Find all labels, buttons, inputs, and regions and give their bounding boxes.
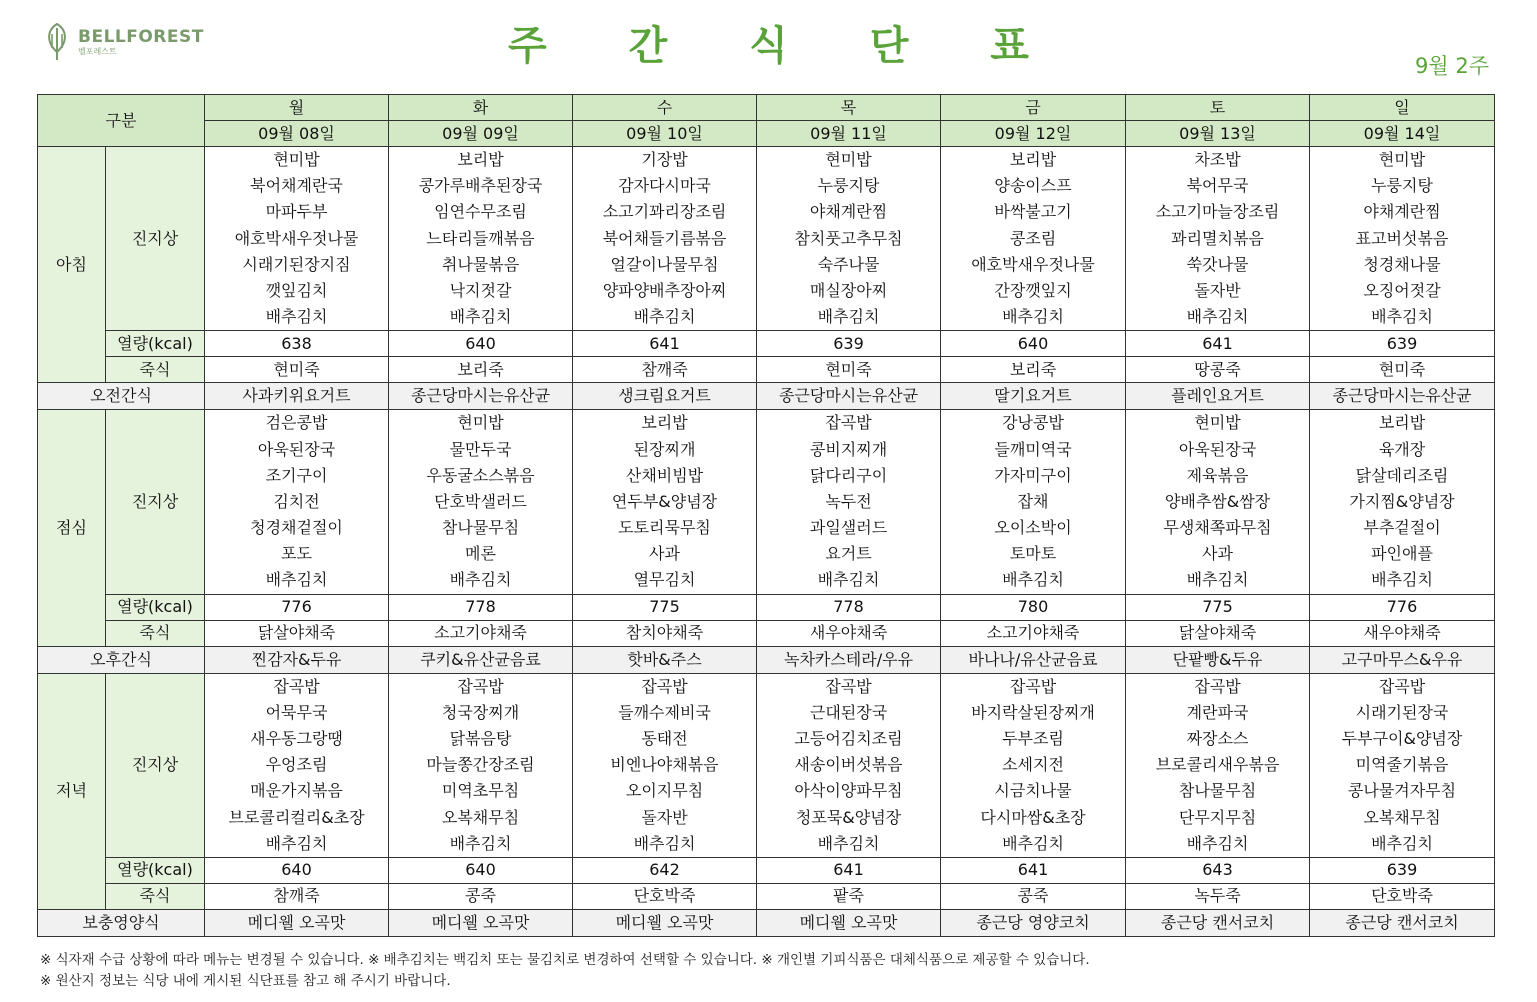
dish-item: 잡곡밥 (457, 676, 504, 696)
dish-item: 들깨수제비국 (618, 702, 711, 722)
supplement-row-item: 메디웰 오곡맛 (205, 909, 389, 936)
afternoon-snack-row-item: 녹차카스테라/우유 (757, 646, 941, 673)
dish-item: 표고버섯볶음 (1355, 228, 1449, 248)
dish-item: 콩비지찌개 (809, 439, 888, 459)
dish-item: 배추김치 (449, 833, 512, 853)
afternoon-snack-row-item: 바나나/유산균음료 (941, 646, 1126, 673)
kcal-value: 643 (1126, 857, 1310, 883)
dish-item: 애호박새우젓나물 (971, 254, 1095, 274)
kcal-label: 열량(kcal) (106, 594, 205, 620)
day-dish-list (941, 673, 1126, 857)
dish-item: 닭볶음탕 (449, 729, 512, 748)
dish-item: 꽈리멸치볶음 (1171, 228, 1264, 248)
kcal-value: 642 (573, 857, 757, 883)
morning-snack-row-item: 사과키위요거트 (205, 383, 389, 410)
dish-item: 가지찜&양념장 (1349, 491, 1455, 511)
day-dish-list (757, 147, 941, 331)
dish-item: 짜장소스 (1186, 729, 1249, 748)
dish-item: 야채계란찜 (809, 202, 888, 222)
dish-item: 닭다리구이 (809, 465, 888, 485)
dish-item: 콩조림 (1009, 228, 1057, 248)
dish-item: 콩가루배추된장국 (418, 176, 543, 196)
porridge-row (38, 357, 1495, 383)
dish-item: 배추김치 (1371, 307, 1433, 327)
morning-snack-row-item: 종근당마시는유산균 (1310, 383, 1495, 410)
kcal-value: 639 (757, 331, 941, 357)
dish-item: 배추김치 (1186, 833, 1249, 853)
afternoon-snack-row-item: 쿠키&유산균음료 (389, 646, 573, 673)
dish-item: 무생채쪽파무침 (1163, 518, 1272, 538)
day-dish-list (757, 673, 941, 857)
dish-item: 미역줄기볶음 (1355, 755, 1449, 775)
day-dish-list (1126, 410, 1310, 594)
porridge-label: 죽식 (106, 883, 205, 909)
kcal-value: 640 (941, 331, 1126, 357)
dish-item: 깻잎김치 (265, 280, 328, 300)
day-dish-list (389, 147, 573, 331)
porridge-item: 콩죽 (941, 883, 1126, 909)
porridge-item: 참깨죽 (205, 883, 389, 909)
dish-item: 부추겉절이 (1363, 518, 1441, 538)
dish-item: 제육볶음 (1186, 465, 1249, 485)
dish-item: 청경채나물 (1363, 254, 1441, 274)
brand-name: BELLFOREST (78, 26, 204, 47)
dish-item: 연두부&양념장 (611, 491, 718, 511)
dish-item: 돌자반 (641, 807, 688, 827)
dish-item: 배추김치 (1371, 833, 1433, 853)
afternoon-snack-row-label: 오후간식 (38, 646, 205, 673)
day-dish-list (389, 673, 573, 857)
header-day-row (38, 95, 1495, 121)
dish-item: 배추김치 (449, 307, 512, 327)
dish-item: 현미밥 (457, 413, 504, 433)
day-dish-list (573, 410, 757, 594)
porridge-item: 새우야채죽 (1310, 620, 1495, 646)
dish-item: 단호박샐러드 (434, 491, 527, 511)
porridge-item: 닭살야채죽 (1126, 620, 1310, 646)
date-header: 09월 12일 (941, 121, 1126, 147)
kcal-row (38, 857, 1495, 883)
supplement-row (38, 909, 1495, 936)
dish-item: 시래기된장국 (1355, 702, 1449, 722)
dish-item: 조기구이 (265, 465, 328, 485)
dish-item: 시래기된장지짐 (242, 254, 351, 274)
dish-item: 애호박새우젓나물 (234, 228, 359, 248)
dish-item: 청경채겉절이 (250, 518, 343, 538)
dish-item: 육개장 (1378, 439, 1426, 459)
dish-item: 돌자반 (1194, 280, 1241, 300)
date-header: 09월 09일 (389, 121, 573, 147)
dish-item: 차조밥 (1194, 150, 1241, 169)
supplement-row-label: 보충영양식 (38, 909, 205, 936)
dish-item: 과일샐러드 (809, 518, 888, 538)
dish-item: 배추김치 (1002, 307, 1064, 327)
dish-item: 배추김치 (265, 307, 328, 327)
dish-item: 사과 (649, 544, 680, 564)
dish-item: 파인애플 (1371, 544, 1433, 564)
supplement-row-item: 종근당 영양코치 (941, 909, 1126, 936)
dish-item: 바싹불고기 (994, 202, 1072, 222)
dish-item: 검은콩밥 (265, 413, 328, 433)
dish-item: 야채계란찜 (1363, 202, 1441, 222)
dish-item: 바지락살된장찌개 (971, 702, 1095, 722)
day-dish-list (205, 147, 389, 331)
main-label: 진지상 (106, 673, 205, 857)
dish-item: 잡곡밥 (641, 676, 688, 696)
morning-snack-row-item: 플레인요거트 (1126, 383, 1310, 410)
dish-item: 녹두전 (825, 491, 872, 511)
kcal-value: 640 (389, 857, 573, 883)
dish-item: 소고기꽈리장조림 (602, 202, 727, 222)
dish-item: 기장밥 (641, 150, 688, 169)
dish-item: 감자다시마국 (618, 176, 711, 196)
dish-item: 소고기마늘장조림 (1155, 202, 1280, 222)
kcal-value: 780 (941, 594, 1126, 620)
porridge-item: 단호박죽 (573, 883, 757, 909)
dish-item: 쑥갓나물 (1186, 254, 1249, 274)
dish-item: 청포묵&양념장 (795, 807, 902, 827)
porridge-item: 보리죽 (941, 357, 1126, 383)
main-label: 진지상 (106, 410, 205, 594)
afternoon-snack-row-item: 찐감자&두유 (205, 646, 389, 673)
kcal-value: 641 (1126, 331, 1310, 357)
dish-item: 오이소박이 (994, 518, 1072, 538)
porridge-item: 새우야채죽 (757, 620, 941, 646)
dish-item: 도토리묵무침 (618, 518, 711, 538)
kcal-value: 778 (389, 594, 573, 620)
dish-item: 닭살데리조림 (1355, 465, 1449, 485)
dish-item: 포도 (281, 544, 312, 564)
porridge-item: 땅콩죽 (1126, 357, 1310, 383)
dish-item: 잡곡밥 (1378, 676, 1426, 696)
dish-item: 보리밥 (457, 150, 504, 169)
porridge-item: 현미죽 (1310, 357, 1495, 383)
dish-item: 잡곡밥 (1194, 676, 1241, 696)
dish-item: 간장깻잎지 (994, 280, 1072, 300)
dish-item: 잡곡밥 (273, 676, 320, 696)
dish-item: 청국장찌개 (441, 702, 520, 722)
dish-item: 어묵무국 (265, 702, 328, 722)
day-dish-list (941, 147, 1126, 331)
dish-row (38, 673, 1495, 857)
dish-item: 현미밥 (1194, 413, 1241, 433)
porridge-item: 현미죽 (205, 357, 389, 383)
dish-item: 누룽지탕 (1371, 176, 1433, 196)
dish-row (38, 147, 1495, 331)
dish-item: 북어채들기름볶음 (602, 228, 727, 248)
day-header: 화 (389, 95, 573, 121)
morning-snack-row (38, 383, 1495, 410)
dish-item: 배추김치 (449, 570, 512, 590)
day-dish-list (1310, 410, 1495, 594)
day-header: 수 (573, 95, 757, 121)
porridge-item: 현미죽 (757, 357, 941, 383)
meal-label: 저녁 (38, 673, 106, 909)
dish-item: 두부구이&양념장 (1341, 729, 1463, 748)
afternoon-snack-row-item: 단팥빵&두유 (1126, 646, 1310, 673)
dish-item: 오복채무침 (441, 807, 520, 827)
kcal-label: 열량(kcal) (106, 857, 205, 883)
kcal-value: 639 (1310, 857, 1495, 883)
dish-item: 고등어김치조림 (794, 729, 903, 748)
supplement-row-item: 종근당 캔서코치 (1310, 909, 1495, 936)
header-date-row (38, 121, 1495, 147)
kcal-value: 775 (573, 594, 757, 620)
morning-snack-row-item: 종근당마시는유산균 (389, 383, 573, 410)
dish-item: 사과 (1202, 544, 1233, 564)
kcal-value: 776 (205, 594, 389, 620)
dish-item: 양송이스프 (994, 176, 1072, 196)
porridge-item: 소고기야채죽 (941, 620, 1126, 646)
day-header: 금 (941, 95, 1126, 121)
dish-item: 된장찌개 (633, 439, 696, 459)
dish-item: 마늘쫑간장조림 (426, 755, 535, 775)
morning-snack-row-label: 오전간식 (38, 383, 205, 410)
dish-item: 강낭콩밥 (1002, 413, 1064, 433)
day-dish-list (205, 410, 389, 594)
dish-item: 우엉조림 (265, 755, 328, 775)
day-dish-list (573, 673, 757, 857)
dish-item: 참나물무침 (1178, 781, 1257, 801)
dish-item: 열무김치 (633, 570, 696, 590)
day-header: 일 (1310, 95, 1495, 121)
dish-item: 북어채계란국 (250, 176, 343, 196)
day-dish-list (941, 410, 1126, 594)
brand-subname: 벨포레스트 (78, 46, 117, 56)
dish-item: 배추김치 (1002, 570, 1064, 590)
dish-item: 잡곡밥 (825, 413, 872, 433)
dish-item: 현미밥 (1378, 150, 1426, 169)
dish-item: 아욱된장국 (257, 439, 336, 459)
porridge-item: 참치야채죽 (573, 620, 757, 646)
dish-item: 취나물볶음 (441, 254, 520, 274)
dish-item: 임연수무조림 (434, 202, 527, 222)
dish-item: 아욱된장국 (1178, 439, 1257, 459)
dish-item: 브로콜리새우볶음 (1155, 755, 1280, 775)
afternoon-snack-row (38, 646, 1495, 673)
dish-item: 보리밥 (641, 413, 688, 433)
day-dish-list (389, 410, 573, 594)
dish-item: 얼갈이나물무침 (610, 254, 719, 274)
dish-item: 비엔나야채볶음 (610, 755, 719, 775)
dish-item: 현미밥 (825, 150, 872, 169)
date-header: 09월 10일 (573, 121, 757, 147)
dish-item: 마파두부 (265, 202, 328, 222)
porridge-item: 팥죽 (757, 883, 941, 909)
dish-item: 매실장아찌 (809, 280, 888, 300)
morning-snack-row-item: 딸기요거트 (941, 383, 1126, 410)
porridge-label: 죽식 (106, 620, 205, 646)
porridge-item: 소고기야채죽 (389, 620, 573, 646)
porridge-row (38, 620, 1495, 646)
day-dish-list (1126, 673, 1310, 857)
day-dish-list (1126, 147, 1310, 331)
dish-item: 미역초무침 (441, 781, 520, 801)
dish-item: 두부조림 (1002, 729, 1064, 748)
meal-label: 아침 (38, 147, 106, 383)
dish-item: 느타리들깨볶음 (426, 228, 535, 248)
supplement-row-item: 메디웰 오곡맛 (389, 909, 573, 936)
kcal-value: 639 (1310, 331, 1495, 357)
supplement-row-item: 메디웰 오곡맛 (757, 909, 941, 936)
day-header: 목 (757, 95, 941, 121)
dish-item: 동태전 (641, 729, 688, 748)
dish-item: 계란파국 (1186, 702, 1249, 722)
dish-item: 다시마쌈&초장 (980, 807, 1086, 827)
dish-item: 잡채 (1017, 491, 1049, 511)
dish-item: 배추김치 (265, 833, 328, 853)
porridge-item: 참깨죽 (573, 357, 757, 383)
day-header: 토 (1126, 95, 1310, 121)
dish-item: 배추김치 (1002, 833, 1064, 853)
footer-notes (40, 950, 1090, 992)
kcal-value: 775 (1126, 594, 1310, 620)
dish-item: 배추김치 (265, 570, 328, 590)
dish-item: 배추김치 (1371, 570, 1433, 590)
dish-item: 배추김치 (633, 307, 696, 327)
dish-item: 김치전 (273, 491, 320, 511)
porridge-item: 보리죽 (389, 357, 573, 383)
porridge-label: 죽식 (106, 357, 205, 383)
dish-item: 오징어젓갈 (1363, 280, 1441, 300)
dish-item: 브로콜리컬리&초장 (228, 807, 365, 827)
porridge-item: 닭살야채죽 (205, 620, 389, 646)
porridge-item: 콩죽 (389, 883, 573, 909)
kcal-value: 641 (941, 857, 1126, 883)
footer-note: ※ 식자재 수급 상황에 따라 메뉴는 변경될 수 있습니다. ※ 배추김치는 백김치 또는 물김치로 변경하여 선택할 수 있습니다. ※ 개인별 기피식품은 대체식품으로 제공할 수 있습니다. (40, 952, 1090, 968)
dish-item: 배추김치 (1186, 570, 1249, 590)
category-header: 구분 (38, 95, 205, 147)
dish-item: 현미밥 (273, 150, 320, 169)
porridge-item: 녹두죽 (1126, 883, 1310, 909)
afternoon-snack-row-item: 고구마무스&우유 (1310, 646, 1495, 673)
dish-item: 산채비빔밥 (625, 465, 704, 485)
morning-snack-row-item: 생크림요거트 (573, 383, 757, 410)
dish-item: 낙지젓갈 (449, 280, 512, 300)
weekly-menu-table (37, 94, 1495, 937)
date-header: 09월 08일 (205, 121, 389, 147)
dish-item: 토마토 (1009, 544, 1057, 564)
kcal-value: 640 (389, 331, 573, 357)
dish-item: 참나물무침 (441, 518, 520, 538)
dish-item: 매운가지볶음 (250, 781, 343, 801)
kcal-value: 641 (573, 331, 757, 357)
dish-item: 보리밥 (1378, 413, 1426, 433)
day-dish-list (573, 147, 757, 331)
dish-item: 요거트 (825, 544, 872, 564)
day-dish-list (1310, 673, 1495, 857)
porridge-row (38, 883, 1495, 909)
dish-item: 보리밥 (1009, 150, 1057, 169)
dish-item: 숙주나물 (817, 254, 880, 274)
meal-label: 점심 (38, 410, 106, 646)
main-label: 진지상 (106, 147, 205, 331)
dish-item: 배추김치 (817, 570, 880, 590)
week-label: 9월 2주 (1415, 54, 1489, 78)
dish-item: 배추김치 (633, 833, 696, 853)
kcal-label: 열량(kcal) (106, 331, 205, 357)
dish-item: 단무지무침 (1178, 807, 1257, 827)
day-dish-list (1310, 147, 1495, 331)
dish-item: 오복채무침 (1363, 807, 1441, 827)
dish-item: 참치풋고추무침 (794, 228, 903, 248)
day-header: 월 (205, 95, 389, 121)
kcal-value: 640 (205, 857, 389, 883)
dish-item: 메론 (465, 544, 496, 564)
dish-item: 콩나물겨자무침 (1347, 781, 1457, 801)
morning-snack-row-item: 종근당마시는유산균 (757, 383, 941, 410)
supplement-row-item: 종근당 캔서코치 (1126, 909, 1310, 936)
kcal-value: 776 (1310, 594, 1495, 620)
dish-item: 잡곡밥 (825, 676, 872, 696)
page-title: 주 간 식 단 표 (508, 23, 1063, 69)
dish-item: 배추김치 (817, 307, 880, 327)
dish-item: 양파양배추장아찌 (602, 280, 727, 300)
kcal-value: 638 (205, 331, 389, 357)
dish-item: 잡곡밥 (1009, 676, 1057, 696)
dish-item: 북어무국 (1186, 176, 1249, 196)
dish-item: 새우동그랑땡 (250, 729, 343, 748)
dish-item: 우동굴소스볶음 (426, 465, 535, 485)
dish-item: 배추김치 (817, 833, 880, 853)
kcal-value: 778 (757, 594, 941, 620)
kcal-value: 641 (757, 857, 941, 883)
date-header: 09월 11일 (757, 121, 941, 147)
dish-item: 들깨미역국 (994, 439, 1072, 459)
dish-item: 아삭이양파무침 (794, 781, 903, 801)
dish-item: 물만두국 (449, 439, 512, 459)
afternoon-snack-row-item: 핫바&주스 (573, 646, 757, 673)
day-dish-list (757, 410, 941, 594)
dish-row (38, 410, 1495, 594)
dish-item: 양배추쌈&쌈장 (1164, 491, 1271, 511)
dish-item: 새송이버섯볶음 (794, 755, 903, 775)
date-header: 09월 13일 (1126, 121, 1310, 147)
dish-item: 근대된장국 (809, 702, 888, 722)
day-dish-list (205, 673, 389, 857)
date-header: 09월 14일 (1310, 121, 1495, 147)
dish-item: 시금치나물 (994, 781, 1072, 801)
dish-item: 가자미구이 (994, 465, 1072, 485)
kcal-row (38, 594, 1495, 620)
footer-note: ※ 원산지 정보는 식당 내에 게시된 식단표를 참고 해 주시기 바랍니다. (40, 973, 451, 989)
dish-item: 소세지전 (1002, 755, 1064, 775)
dish-item: 배추김치 (1186, 307, 1249, 327)
dish-item: 누룽지탕 (817, 176, 880, 196)
kcal-row (38, 331, 1495, 357)
supplement-row-item: 메디웰 오곡맛 (573, 909, 757, 936)
dish-item: 오이지무침 (625, 781, 704, 801)
porridge-item: 단호박죽 (1310, 883, 1495, 909)
